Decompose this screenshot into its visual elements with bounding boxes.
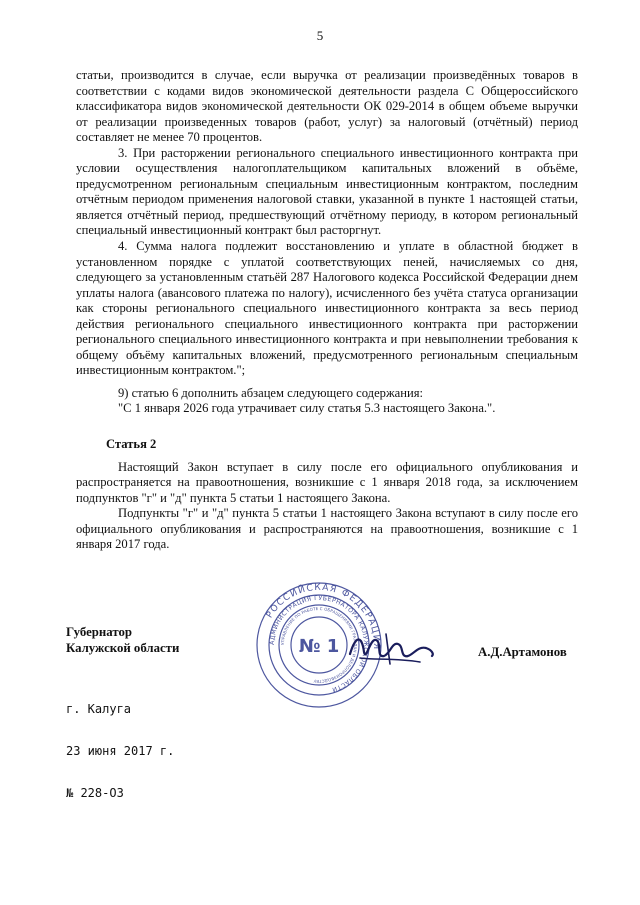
handwritten-signature <box>346 628 436 668</box>
paragraph-article2-1: Настоящий Закон вступает в силу после его официального опубликования и распространяется на правоотношения, возникшие с 1 января 2018 года, за исключением подпунктов "г" и "д" пункта 5 статьи 1 настоящего Закона. <box>76 459 578 505</box>
paragraph-item-3: 3. При расторжении регионального специального инвестиционного контракта при условии осуществления налогоплательщиком капитальных вложений в объёме, предусмотренном региональным специальным инвестиционным контрактом, последним отчётным периодом применения налоговой ставки, указанной в пункте 1 настоящей статьи, является отчётный период, предшествующий отчётному периоду, в котором региональный специальный инвестиционный контракт был расторгнут. <box>76 145 578 238</box>
signoff-block <box>66 674 174 814</box>
page-number: 5 <box>316 28 324 43</box>
signatory-name: А.Д.Артамонов <box>478 645 567 659</box>
seal-outer-text: РОССИЙСКАЯ ФЕДЕРАЦИЯ <box>264 582 382 651</box>
paragraph-quote: "С 1 января 2026 года утрачивает силу статья 5.3 настоящего Закона.". <box>118 401 496 416</box>
paragraph-item-4: 4. Сумма налога подлежит восстановлению и уплате в областной бюджет в установленном порядке с уплатой соответствующих пеней, начисляемых со дня, следующего за установленным статьёй 287 Налогового кодекса Российской Федерации днем уплаты налога (авансового платежа по налогу), исчисленного без учёта статуса организации как стороны регионального специального инвестиционного контракта за весь период действия регионального специального инвестиционного контракта при расторжении регионального специального инвестиционного контракта и при невыполнении требования к общему объёму капитальных вложений, предусмотренного региональным специальным инвестиционным контрактом."; <box>76 239 578 378</box>
paragraph-article2-2: Подпункты "г" и "д" пункта 5 статьи 1 настоящего Закона вступают в силу после его официального опубликования и распространяются на правоотношения, возникшие с 1 января 2017 года. <box>76 506 578 552</box>
article-heading: Статья 2 <box>106 437 157 452</box>
paragraph-item-9: 9) статью 6 дополнить абзацем следующего содержания: <box>118 385 424 400</box>
signoff-date: 23 июня 2017 г. <box>66 744 175 758</box>
document-body <box>76 68 578 553</box>
seal-inner-text: УПРАВЛЕНИЕ ПО РАБОТЕ С ОБРАЩЕНИЯМИ ГРАЖДАН И ДЕЛОПРОИЗВОДСТВУ <box>279 605 359 685</box>
signatory-title: Губернатор <box>66 625 132 639</box>
paragraph-continuation: статьи, производится в случае, если выручка от реализации произведённых товаров в соответствии с кодами видов экономической деятельности раздела С Общероссийского классификатора видов экономической деятельности ОК 029-2014 в общем объеме выручки от реализации произведенных товаров (работ, услуг) за налоговый (отчётный) период составляет не менее 70 процентов. <box>76 68 578 145</box>
signatory-region: Калужской области <box>66 641 180 655</box>
signoff-number: № 228-ОЗ <box>66 786 124 800</box>
signoff-city: г. Калуга <box>66 702 132 716</box>
seal-middle-text: АДМИНИСТРАЦИЯ ГУБЕРНАТОРА КАЛУЖСКОЙ ОБЛАСТИ <box>268 594 370 694</box>
seal-center-text: № 1 <box>298 636 340 657</box>
